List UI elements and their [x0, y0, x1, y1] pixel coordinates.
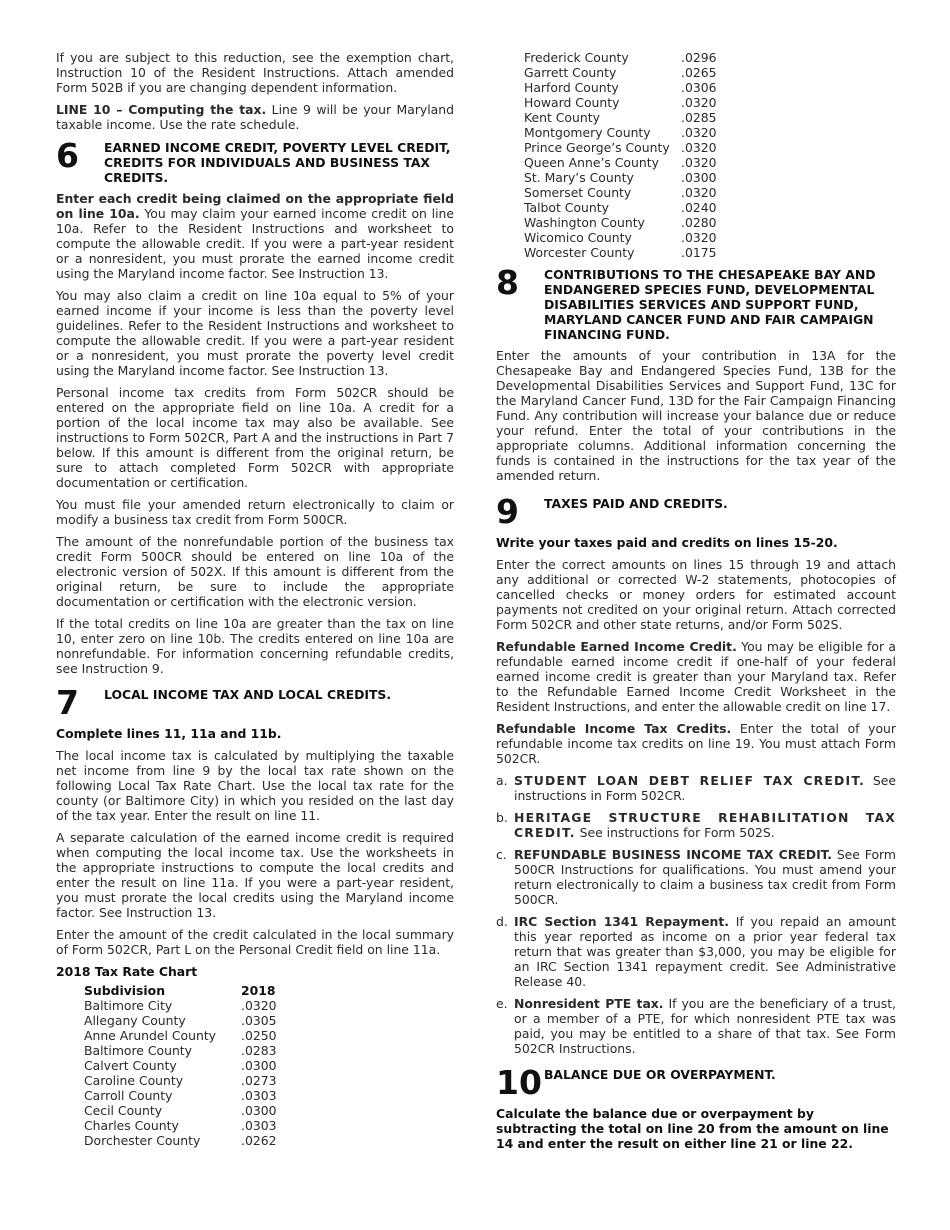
subdivision-cell: Wicomico County	[524, 230, 632, 245]
list-item-text: If you repaid an amount this year reported as income on a prior year federal tax return that was greater than $3,000, you may be eligible for an IRC Section 1341 repayment credit. See Administrative Release 40.	[514, 914, 896, 989]
list-item	[496, 996, 896, 1056]
table-row	[524, 95, 716, 110]
subdivision-cell: Prince George’s County	[524, 140, 670, 155]
tax-rate-chart-title: 2018 Tax Rate Chart	[56, 964, 198, 979]
table-row	[524, 185, 716, 200]
section-title: CONTRIBUTIONS TO THE CHESAPEAKE BAY AND ENDANGERED SPECIES FUND, DEVELOPMENTAL DISABILITIES SERVICES AND SUPPORT FUND, MARYLAND CANCER FUND AND FAIR CAMPAIGN FINANCING FUND.	[544, 267, 876, 342]
list-item	[496, 773, 896, 803]
table-row	[524, 140, 716, 155]
subdivision-cell: Carroll County	[84, 1088, 173, 1103]
rate-cell: .0303	[241, 1088, 277, 1103]
section-title: LOCAL INCOME TAX AND LOCAL CREDITS.	[104, 687, 392, 702]
rate-cell: .0280	[681, 215, 717, 230]
list-marker: c.	[496, 847, 507, 862]
section-title: EARNED INCOME CREDIT, POVERTY LEVEL CREDIT, CREDITS FOR INDIVIDUALS AND BUSINESS TAX CREDITS.	[104, 140, 451, 185]
table-row	[524, 245, 716, 260]
rate-cell: .0320	[681, 125, 717, 140]
subdivision-cell: Washington County	[524, 215, 645, 230]
s6-p1-lead: Enter each credit being claimed on the appropriate field on line 10a.	[56, 191, 454, 221]
column-header-year: 2018	[241, 983, 276, 998]
list-marker: b.	[496, 810, 508, 825]
subdivision-cell: Talbot County	[524, 200, 609, 215]
refundable-credit-list	[496, 773, 896, 1056]
list-marker: a.	[496, 773, 508, 788]
rate-cell: .0175	[681, 245, 717, 260]
list-item-lead: REFUNDABLE BUSINESS INCOME TAX CREDIT.	[514, 847, 832, 862]
s7-subheading: Complete lines 11, 11a and 11b.	[56, 726, 282, 741]
table-header-row	[84, 983, 276, 998]
list-item	[496, 810, 896, 840]
s9-paragraph-2	[496, 639, 896, 714]
line10-paragraph	[56, 102, 454, 132]
s9-subheading: Write your taxes paid and credits on lines 15-20.	[496, 535, 838, 550]
subdivision-cell: Garrett County	[524, 65, 617, 80]
rate-cell: .0273	[241, 1073, 277, 1088]
rate-cell: .0320	[681, 185, 717, 200]
rate-cell: .0320	[681, 140, 717, 155]
section-9-heading	[496, 492, 896, 531]
section-number: 7	[56, 683, 79, 722]
subdivision-cell: Baltimore City	[84, 998, 173, 1013]
s9-p2-text: You may be eligible for a refundable earned income credit if one-half of your federal earned income credit is greater than your Maryland tax. Refer to the Refundable Earned Income Credit Worksheet in the Resident Instructions, and enter the allowable credit on line 17.	[496, 639, 896, 714]
s9-p3-text: Enter the total of your refundable income tax credits on line 19. You must attach Form 502CR.	[496, 721, 897, 766]
subdivision-cell: Allegany County	[84, 1013, 186, 1028]
table-row	[84, 1028, 276, 1043]
intro-paragraph: If you are subject to this reduction, see the exemption chart, Instruction 10 of the Resident Instructions. Attach amended Form 502B if you are changing dependent information.	[56, 50, 454, 95]
table-row	[84, 998, 276, 1013]
subdivision-cell: Howard County	[524, 95, 620, 110]
list-item-lead: IRC Section 1341 Repayment.	[514, 914, 729, 929]
subdivision-cell: Frederick County	[524, 50, 629, 65]
section-number: 9	[496, 492, 519, 531]
subdivision-cell: Baltimore County	[84, 1043, 193, 1058]
table-row	[84, 1058, 276, 1073]
table-row	[524, 230, 716, 245]
subdivision-cell: Calvert County	[84, 1058, 177, 1073]
subdivision-cell: Charles County	[84, 1118, 179, 1133]
line10-lead: LINE 10 – Computing the tax.	[56, 102, 267, 117]
list-item-text: See Form 500CR Instructions for qualifications. You must amend your return electronically to claim a business tax credit from Form 500CR.	[514, 847, 896, 907]
s6-paragraph-3: Personal income tax credits from Form 502CR should be entered on the appropriate field on line 10a. A credit for a portion of the local income tax may also be available. See instructions to Form 502CR, Part A and the instructions in Part 7 below. If this amount is different from the original return, be sure to attach completed Form 502CR with appropriate documentation or certification.	[56, 385, 454, 490]
section-number: 10	[496, 1063, 542, 1102]
s6-paragraph-4: You must file your amended return electronically to claim or modify a business tax credit from Form 500CR.	[56, 497, 454, 527]
table-row	[524, 170, 716, 185]
section-7-heading	[56, 683, 454, 722]
table-row	[84, 1088, 276, 1103]
table-row	[524, 65, 716, 80]
subdivision-cell: Montgomery County	[524, 125, 651, 140]
s9-paragraph-1: Enter the correct amounts on lines 15 through 19 and attach any additional or corrected W-2 statements, photocopies of cancelled checks or money orders for estimated account payments not credited on your original return. Attach corrected Form 502CR and other state returns, and/or Form 502S.	[496, 557, 896, 632]
rate-cell: .0240	[681, 200, 717, 215]
tax-rate-table	[84, 983, 276, 1148]
rate-cell: .0296	[681, 50, 717, 65]
s6-paragraph-6: If the total credits on line 10a are greater than the tax on line 10, enter zero on line 10b. The credits entered on line 10a are nonrefundable. For information concerning refundable credits, see Instruction 9.	[56, 616, 454, 676]
s9-paragraph-3	[496, 721, 896, 766]
subdivision-cell: Kent County	[524, 110, 600, 125]
s6-paragraph-2: You may also claim a credit on line 10a equal to 5% of your earned income if your income is less than the poverty level guidelines. Refer to the Resident Instructions and worksheet to compute the allowable credit. If you were a part-year resident or a nonresident, you must prorate the poverty level credit using the Maryland income factor. See Instruction 13.	[56, 288, 454, 378]
subdivision-cell: Dorchester County	[84, 1133, 201, 1148]
table-row	[84, 1043, 276, 1058]
rate-cell: .0306	[681, 80, 717, 95]
list-item-text: See instructions in Form 502CR.	[514, 773, 896, 803]
rate-cell: .0283	[241, 1043, 277, 1058]
list-marker: d.	[496, 914, 508, 929]
s9-p3-lead: Refundable Income Tax Credits.	[496, 721, 732, 736]
table-row	[524, 80, 716, 95]
section-title: TAXES PAID AND CREDITS.	[544, 496, 728, 511]
s6-p1-text: You may claim your earned income credit on line 10a. Refer to the Resident Instructions and worksheet to compute the allowable credit. If you were a part-year resident or a nonresident, you must prorate the earned income credit using the Maryland income factor. See Instruction 13.	[56, 206, 454, 281]
subdivision-cell: Somerset County	[524, 185, 632, 200]
table-row	[524, 155, 716, 170]
table-row	[84, 1013, 276, 1028]
rate-cell: .0300	[241, 1103, 277, 1118]
s7-paragraph-3: Enter the amount of the credit calculated in the local summary of Form 502CR, Part L on the Personal Credit field on line 11a.	[56, 927, 454, 957]
subdivision-cell: Worcester County	[524, 245, 635, 260]
rate-cell: .0303	[241, 1118, 277, 1133]
rate-cell: .0320	[681, 230, 717, 245]
subdivision-cell: St. Mary’s County	[524, 170, 634, 185]
rate-cell: .0265	[681, 65, 717, 80]
list-item-lead: STUDENT LOAN DEBT RELIEF TAX CREDIT.	[514, 773, 865, 788]
s8-paragraph-1: Enter the amounts of your contribution in 13A for the Chesapeake Bay and Endangered Species Fund, 13B for the Developmental Disabilities Services and Support Fund, 13C for the Maryland Cancer Fund, 13D for the Fair Campaign Financing Fund. Any contribution will increase your balance due or reduce your refund. Enter the total of your contributions in the appropriate columns. Additional information concerning the funds is contained in the instructions for the tax year of the amended return.	[496, 348, 896, 483]
table-row	[84, 1103, 276, 1118]
rate-cell: .0300	[681, 170, 717, 185]
section-title: BALANCE DUE OR OVERPAYMENT.	[543, 1067, 776, 1082]
section-8-heading	[496, 263, 896, 342]
section-10-heading	[496, 1063, 896, 1102]
line10-text: Line 9 will be your Maryland taxable income. Use the rate schedule.	[56, 102, 454, 132]
subdivision-cell: Cecil County	[84, 1103, 163, 1118]
rate-cell: .0320	[241, 998, 277, 1013]
rate-cell: .0250	[241, 1028, 277, 1043]
table-row	[524, 125, 716, 140]
rate-cell: .0305	[241, 1013, 277, 1028]
subdivision-cell: Caroline County	[84, 1073, 184, 1088]
table-row	[524, 110, 716, 125]
table-row	[84, 1073, 276, 1088]
rate-cell: .0300	[241, 1058, 277, 1073]
list-item-text: If you are the beneficiary of a trust, or a member of a PTE, for which nonresident PTE tax was paid, you may be entitled to a share of that tax. See Form 502CR Instructions.	[514, 996, 896, 1056]
subdivision-cell: Harford County	[524, 80, 619, 95]
column-header-subdivision: Subdivision	[84, 983, 166, 998]
left-column	[56, 50, 454, 1148]
table-row	[524, 50, 716, 65]
list-item	[496, 914, 896, 989]
s7-paragraph-1: The local income tax is calculated by multiplying the taxable net income from line 9 by the local tax rate shown on the following Local Tax Rate Chart. Use the local tax rate for the county (or Baltimore City) in which you resided on the last day of the tax year. Enter the result on line 11.	[56, 748, 454, 823]
rate-cell: .0285	[681, 110, 717, 125]
list-item-text: See instructions for Form 502S.	[575, 825, 775, 840]
table-row	[524, 215, 716, 230]
section-number: 6	[56, 136, 79, 175]
table-row	[524, 200, 716, 215]
table-row	[84, 1118, 276, 1133]
rate-cell: .0320	[681, 155, 717, 170]
section-6-heading	[56, 136, 454, 185]
s6-paragraph-1	[56, 191, 454, 281]
right-column	[496, 50, 896, 1158]
table-row	[84, 1133, 276, 1148]
s10-paragraph-1: Calculate the balance due or overpayment by subtracting the total on line 20 from the amount on line 14 and enter the result on either line 21 or line 22.	[496, 1106, 889, 1151]
tax-rate-table-continued	[524, 50, 716, 260]
rate-cell: .0320	[681, 95, 717, 110]
subdivision-cell: Queen Anne’s County	[524, 155, 659, 170]
list-item-lead: HERITAGE STRUCTURE REHABILITATION TAX CREDIT.	[514, 810, 896, 840]
rate-cell: .0262	[241, 1133, 277, 1148]
s7-paragraph-2: A separate calculation of the earned income credit is required when computing the local income tax. Use the worksheets in the appropriate instructions to compute the local credits and enter the result on line 11a. If you were a part-year resident, you must prorate the local credits using the Maryland income factor. See Instruction 13.	[56, 830, 454, 920]
s6-paragraph-5: The amount of the nonrefundable portion of the business tax credit Form 500CR should be entered on line 10a of the electronic version of 502X. If this amount is different from the original return, be sure to include the appropriate documentation or certification with the electronic version.	[56, 534, 454, 609]
list-item	[496, 847, 896, 907]
list-item-lead: Nonresident PTE tax.	[514, 996, 664, 1011]
section-number: 8	[496, 263, 519, 302]
list-marker: e.	[496, 996, 508, 1011]
subdivision-cell: Anne Arundel County	[84, 1028, 217, 1043]
s9-p2-lead: Refundable Earned Income Credit.	[496, 639, 737, 654]
